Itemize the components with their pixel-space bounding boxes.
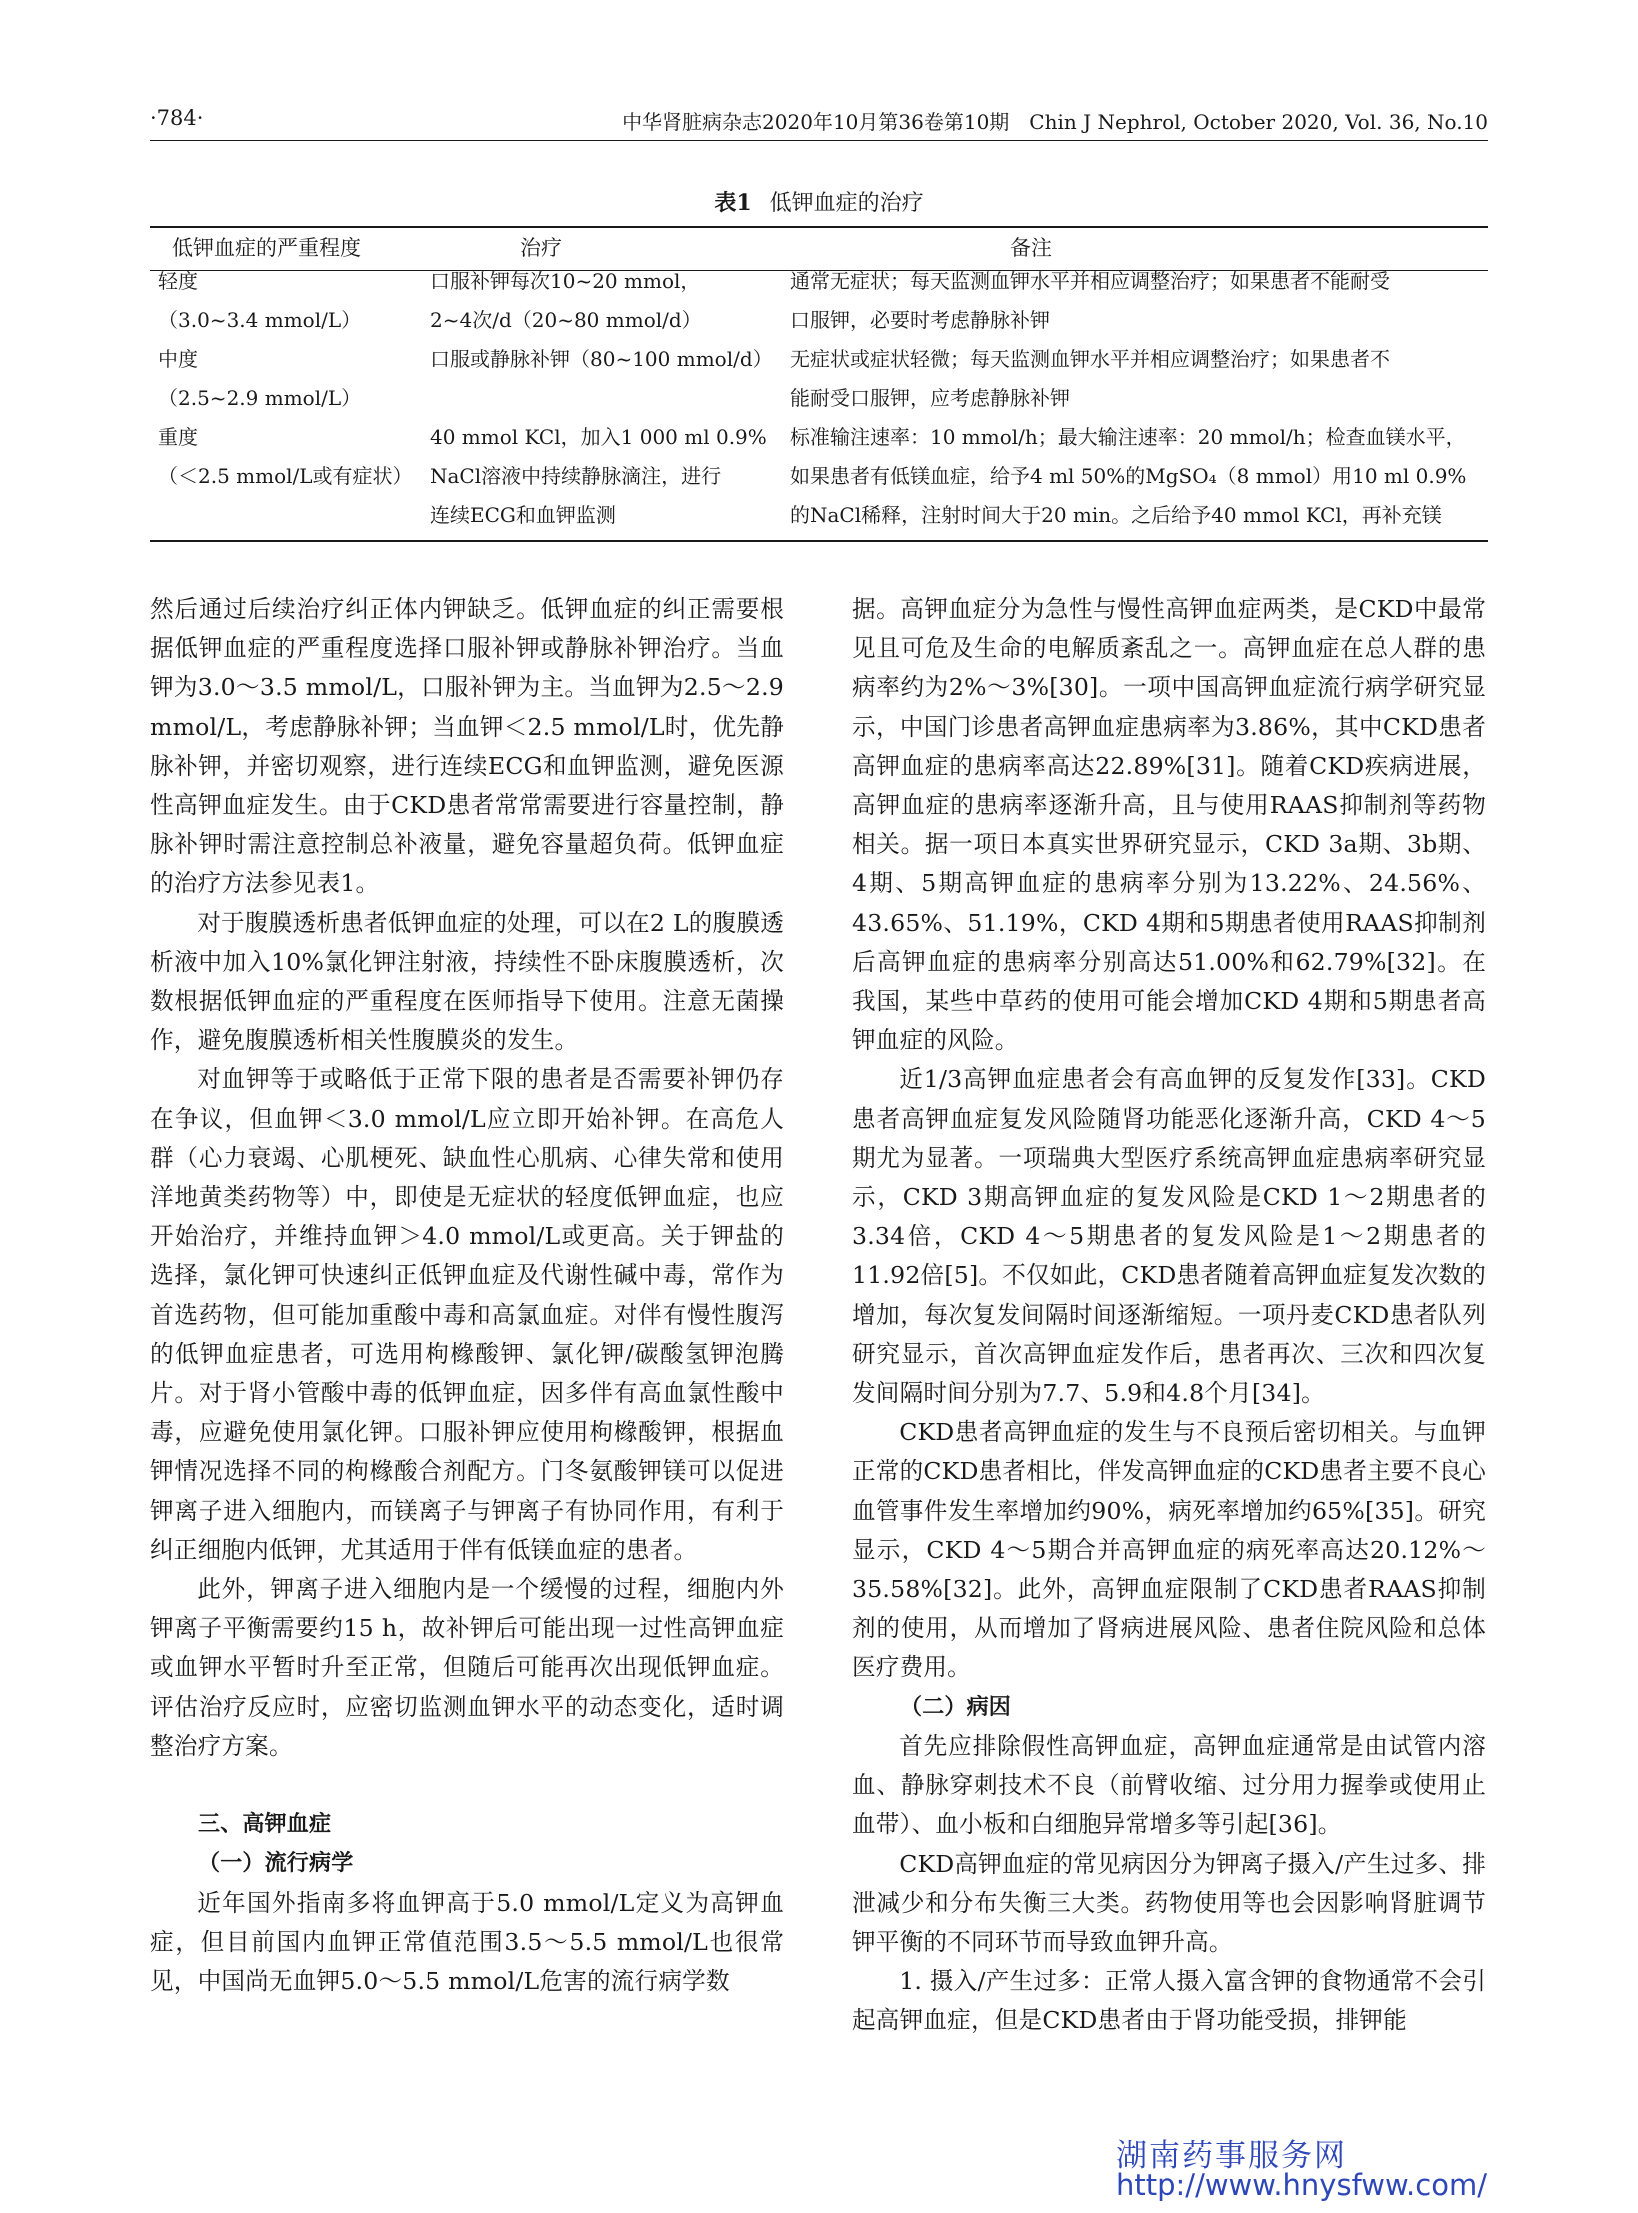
section-heading: 三、高钾血症: [198, 1812, 332, 1838]
paragraph: CKD患者高钾血症的发生与不良预后密切相关。与血钾正常的CKD患者相比，伴发高钾血症的CKD患者主要不良心血管事件发生率增加约90%，病死率增加约65%[35]。研究显示，CKD 4～5期合并高钾血症的病死率高达20.12%～35.58%[32]。此外，高钾血症限制了CKD患者RAAS抑制剂的使用，从而增加了肾病进展风险、患者住院风险和总体医疗费用。: [852, 1418, 1486, 1682]
paragraph: 对于腹膜透析患者低钾血症的处理，可以在2 L的腹膜透析液中加入10%氯化钾注射液，持续性不卧床腹膜透析，次数根据低钾血症的严重程度在医师指导下使用。注意无菌操作，避免腹膜透析相关性腹膜炎的发生。: [150, 908, 784, 1055]
treatment-cell: [430, 340, 773, 379]
treatment-line: 连续ECG和血钾监测: [430, 503, 616, 527]
table-header-remarks: 备注: [1010, 236, 1052, 260]
page-number: ·784·: [150, 106, 204, 130]
journal-citation: 中华肾脏病杂志2020年10月第36卷第10期 Chin J Nephrol, October 2020, Vol. 36, No.10: [622, 110, 1488, 134]
table-row: [158, 340, 361, 418]
right-column: [852, 590, 1486, 2041]
paragraph: 1. 摄入/产生过多：正常人摄入富含钾的食物通常不会引起高钾血症，但是CKD患者由于肾功能受损，排钾能: [852, 1967, 1486, 2035]
treatment-line: 口服或静脉补钾（80~100 mmol/d）: [430, 347, 773, 371]
table-bottom-rule: [150, 540, 1488, 542]
subsection-heading: （一）流行病学: [198, 1851, 354, 1877]
paragraph: 首先应排除假性高钾血症，高钾血症通常是由试管内溶血、静脉穿刺技术不良（前臂收缩、过分用力握拳或使用止血带）、血小板和白细胞异常增多等引起[36]。: [852, 1731, 1486, 1839]
remarks-line: 标准输注速率：10 mmol/h；最大输注速率：20 mmol/h；检查血镁水平，: [790, 425, 1466, 449]
subsection-heading: （二）病因: [900, 1694, 1012, 1720]
treatment-cell: [430, 418, 767, 535]
table-caption: [150, 186, 1488, 217]
remarks-cell: [790, 418, 1466, 535]
treatment-line: NaCl溶液中持续静脉滴注，进行: [430, 464, 722, 488]
table-row: [158, 262, 361, 340]
severity-range: （＜2.5 mmol/L或有症状）: [158, 464, 413, 488]
paragraph: 然后通过后续治疗纠正体内钾缺乏。低钾血症的纠正需要根据低钾血症的严重程度选择口服补钾或静脉补钾治疗。当血钾为3.0～3.5 mmol/L，口服补钾为主。当血钾为2.5～2.9 mmol/L，考虑静脉补钾；当血钾＜2.5 mmol/L时，优先静脉补钾，并密切观察，进行连续ECG和血钾监测，避免医源性高钾血症发生。由于CKD患者常常需要进行容量控制，静脉补钾时需注意控制总补液量，避免容量超负荷。低钾血症的治疗方法参见表1。: [150, 595, 784, 898]
table-header-severity: 低钾血症的严重程度: [172, 236, 361, 260]
treatment-cell: [430, 262, 702, 340]
section-gap: [150, 1766, 784, 1805]
severity-cell: 中度: [158, 347, 198, 371]
remarks-cell: [790, 262, 1390, 340]
remarks-line: 通常无症状；每天监测血钾水平并相应调整治疗；如果患者不能耐受: [790, 269, 1390, 293]
treatment-line: 2~4次/d（20~80 mmol/d）: [430, 308, 702, 332]
paragraph: 据。高钾血症分为急性与慢性高钾血症两类，是CKD中最常见且可危及生命的电解质紊乱之一。高钾血症在总人群的患病率约为2%～3%[30]。一项中国高钾血症流行病学研究显示，中国门诊患者高钾血症患病率为3.86%，其中CKD患者高钾血症的患病率高达22.89%[31]。随着CKD疾病进展，高钾血症的患病率逐渐升高，且与使用RAAS抑制剂等药物相关。据一项日本真实世界研究显示，CKD 3a期、3b期、4期、5期高钾血症的患病率分别为13.22%、24.56%、43.65%、51.19%，CKD 4期和5期患者使用RAAS抑制剂后高钾血症的患病率分别高达51.00%和62.79%[32]。在我国，某些中草药的使用可能会增加CKD 4期和5期患者高钾血症的风险。: [852, 595, 1486, 1055]
table-header-treatment: 治疗: [520, 236, 562, 260]
severity-range: （3.0~3.4 mmol/L）: [158, 308, 362, 332]
paragraph: 此外，钾离子进入细胞内是一个缓慢的过程，细胞内外钾离子平衡需要约15 h，故补钾后可能出现一过性高钾血症或血钾水平暂时升至正常，但随后可能再次出现低钾血症。评估治疗反应时，应密切监测血钾水平的动态变化，适时调整治疗方案。: [150, 1575, 784, 1760]
paragraph: 对血钾等于或略低于正常下限的患者是否需要补钾仍存在争议，但血钾＜3.0 mmol/L应立即开始补钾。在高危人群（心力衰竭、心肌梗死、缺血性心肌病、心律失常和使用洋地黄类药物等）中，即使是无症状的轻度低钾血症，也应开始治疗，并维持血钾＞4.0 mmol/L或更高。关于钾盐的选择，氯化钾可快速纠正低钾血症及代谢性碱中毒，常作为首选药物，但可能加重酸中毒和高氯血症。对伴有慢性腹泻的低钾血症患者，可选用枸橼酸钾、氯化钾/碳酸氢钾泡腾片。对于肾小管酸中毒的低钾血症，因多伴有高血氯性酸中毒，应避免使用氯化钾。口服补钾应使用枸橼酸钾，根据血钾情况选择不同的枸橼酸合剂配方。门冬氨酸钾镁可以促进钾离子进入细胞内，而镁离子与钾离子有协同作用，有利于纠正细胞内低钾，尤其适用于伴有低镁血症的患者。: [150, 1065, 784, 1564]
remarks-line: 能耐受口服钾，应考虑静脉补钾: [790, 386, 1070, 410]
remarks-line: 的NaCl稀释，注射时间大于20 min。之后给予40 mmol KCl，再补充镁: [790, 503, 1442, 527]
severity-cell: 轻度: [158, 269, 198, 293]
remarks-line: 无症状或症状轻微；每天监测血钾水平并相应调整治疗；如果患者不: [790, 347, 1390, 371]
treatment-line: 40 mmol KCl，加入1 000 ml 0.9%: [430, 425, 767, 449]
watermark-url: http://www.hnysfww.com/: [1116, 2168, 1487, 2202]
remarks-line: 如果患者有低镁血症，给予4 ml 50%的MgSO₄（8 mmol）用10 ml 0.9%: [790, 464, 1467, 488]
severity-cell: 重度: [158, 425, 198, 449]
table-title: 低钾血症的治疗: [769, 191, 924, 216]
left-column: [150, 590, 784, 2001]
remarks-line: 口服钾，必要时考虑静脉补钾: [790, 308, 1050, 332]
watermark-name: 湖南药事服务网: [1116, 2138, 1347, 2174]
severity-range: （2.5~2.9 mmol/L）: [158, 386, 362, 410]
paragraph: 近年国外指南多将血钾高于5.0 mmol/L定义为高钾血症，但目前国内血钾正常值范围3.5～5.5 mmol/L也很常见，中国尚无血钾5.0～5.5 mmol/L危害的流行病学数: [150, 1888, 784, 1996]
remarks-cell: [790, 340, 1390, 418]
treatment-line: 口服补钾每次10~20 mmol，: [430, 269, 701, 293]
header-rule: [150, 140, 1488, 141]
table-number: 表1: [714, 190, 752, 216]
paragraph: 近1/3高钾血症患者会有高血钾的反复发作[33]。CKD患者高钾血症复发风险随肾功能恶化逐渐升高，CKD 4～5期尤为显著。一项瑞典大型医疗系统高钾血症患病率研究显示，CKD 3期高钾血症的复发风险是CKD 1～2期患者的3.34倍，CKD 4～5期患者的复发风险是1～2期患者的11.92倍[5]。不仅如此，CKD患者随着高钾血症复发次数的增加，每次复发间隔时间逐渐缩短。一项丹麦CKD患者队列研究显示，首次高钾血症发作后，患者再次、三次和四次复发间隔时间分别为7.7、5.9和4.8个月[34]。: [852, 1065, 1486, 1408]
table-row: [158, 418, 413, 496]
paragraph: CKD高钾血症的常见病因分为钾离子摄入/产生过多、排泄减少和分布失衡三大类。药物使用等也会因影响肾脏调节钾平衡的不同环节而导致血钾升高。: [852, 1849, 1486, 1956]
